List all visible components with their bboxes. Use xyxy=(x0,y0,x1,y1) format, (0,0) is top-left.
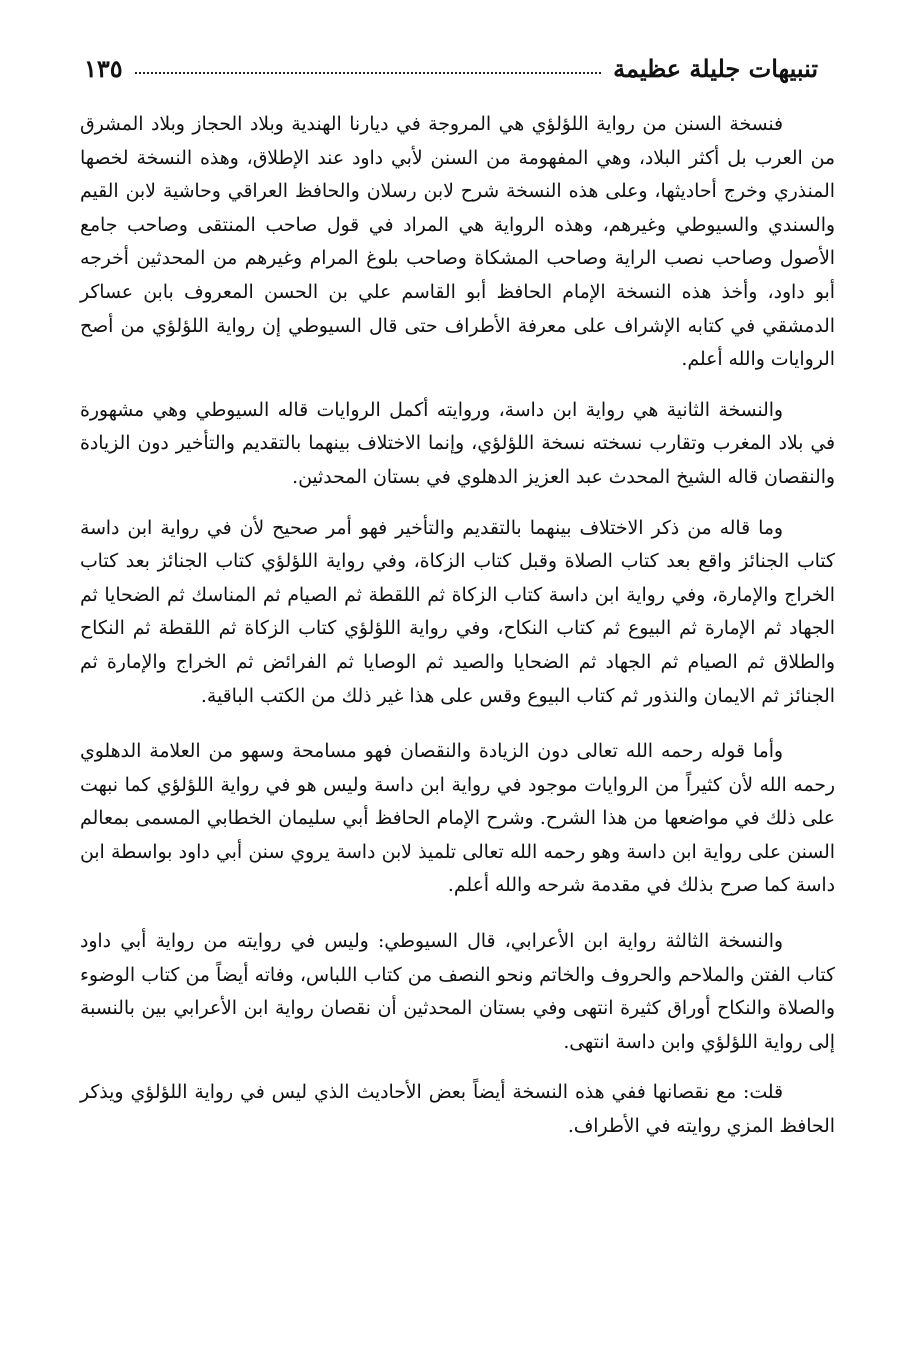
paragraph-6: قلت: مع نقصانها ففي هذه النسخة أيضاً بعض الأحاديث الذي ليس في رواية اللؤلؤي ويذكر الحافظ المزي روايته في الأطراف. xyxy=(80,1082,835,1138)
paragraph-4: وأما قوله رحمه الله تعالى دون الزيادة والنقصان فهو مسامحة وسهو من العلامة الدهلوي رحمه الله لأن كثيراً من الروايات موجود في رواية ابن داسة وليس هو في رواية اللؤلؤي كما نبهت على ذلك في مواضعها من هذا الشرح. وشرح الإمام الحافظ أبي سليمان الخطابي المسمى بمعالم السنن على رواية ابن داسة وهو رحمه الله تعالى تلميذ لابن داسة يروي سنن أبي داود بواسطة ابن داسة كما صرح بذلك في مقدمة شرحه والله أعلم. xyxy=(80,741,835,897)
paragraph-3: وما قاله من ذكر الاختلاف بينهما بالتقديم والتأخير فهو أمر صحيح لأن في رواية ابن داسة كتاب الجنائز واقع بعد كتاب الصلاة وقبل كتاب الزكاة، وفي رواية اللؤلؤي كتاب الجنائز بعد كتاب الخراج والإمارة، وفي رواية ابن داسة كتاب الزكاة ثم اللقطة ثم الصيام ثم المناسك ثم الضحايا ثم الجهاد ثم الإمارة ثم البيوع ثم كتاب النكاح، وفي رواية اللؤلؤي كتاب الزكاة ثم اللقطة ثم النكاح والطلاق ثم الصيام ثم الجهاد ثم الضحايا والصيد ثم الوصايا ثم الفرائض ثم الخراج والإمارة ثم الجنائز ثم الايمان والنذور ثم كتاب البيوع وقس على هذا غير ذلك من الكتب الباقية. xyxy=(80,517,835,707)
page-number: ١٣٥ xyxy=(84,53,123,83)
running-title: تنبيهات جليلة عظيمة xyxy=(613,53,818,83)
paragraph-1: فنسخة السنن من رواية اللؤلؤي هي المروجة في ديارنا الهندية وبلاد الحجاز وبلاد المشرق من العرب بل أكثر البلاد، وهي المفهومة من السنن لأبي داود عند الإطلاق، وهذه النسخة لخصها المنذري وخرج أحاديثها، وعلى هذه النسخة شرح لابن رسلان والحافظ العراقي وحاشية لابن القيم والسندي والسيوطي وغيرهم، وهذه الرواية هي المراد في قول صاحب المنتقى وصاحب جامع الأصول وصاحب نصب الراية وصاحب المشكاة وصاحب بلوغ المرام وغيرهم من المحدثين أخرجه أبو داود، وأخذ هذه النسخة الإمام الحافظ أبو القاسم علي بن الحسن المعروف بابن عساكر الدمشقي في كتابه الإشراف على معرفة الأطراف حتى قال السيوطي إن رواية اللؤلؤي من أصح الروايات والله أعلم. xyxy=(80,114,835,371)
paragraph-5: والنسخة الثالثة رواية ابن الأعرابي، قال السيوطي: وليس في روايته من رواية أبي داود كتاب الفتن والملاحم والحروف والخاتم ونحو النصف من كتاب اللباس، وفاته أيضاً من كتاب الوضوء والصلاة والنكاح أوراق كثيرة انتهى وفي بستان المحدثين أن نقصان رواية ابن الأعرابي بين بالنسبة إلى رواية اللؤلؤي وابن داسة انتهى. xyxy=(80,931,835,1053)
paragraph-2: والنسخة الثانية هي رواية ابن داسة، وروايته أكمل الروايات قاله السيوطي وهي مشهورة في بلاد المغرب وتقارب نسخته نسخة اللؤلؤي، وإنما الاختلاف بينهما بالتقديم والتأخير دون الزيادة والنقصان قاله الشيخ المحدث عبد العزيز الدهلوي في بستان المحدثين. xyxy=(80,399,835,488)
dotted-leader xyxy=(135,72,601,74)
page-header xyxy=(84,50,818,86)
page-body xyxy=(80,108,835,1161)
